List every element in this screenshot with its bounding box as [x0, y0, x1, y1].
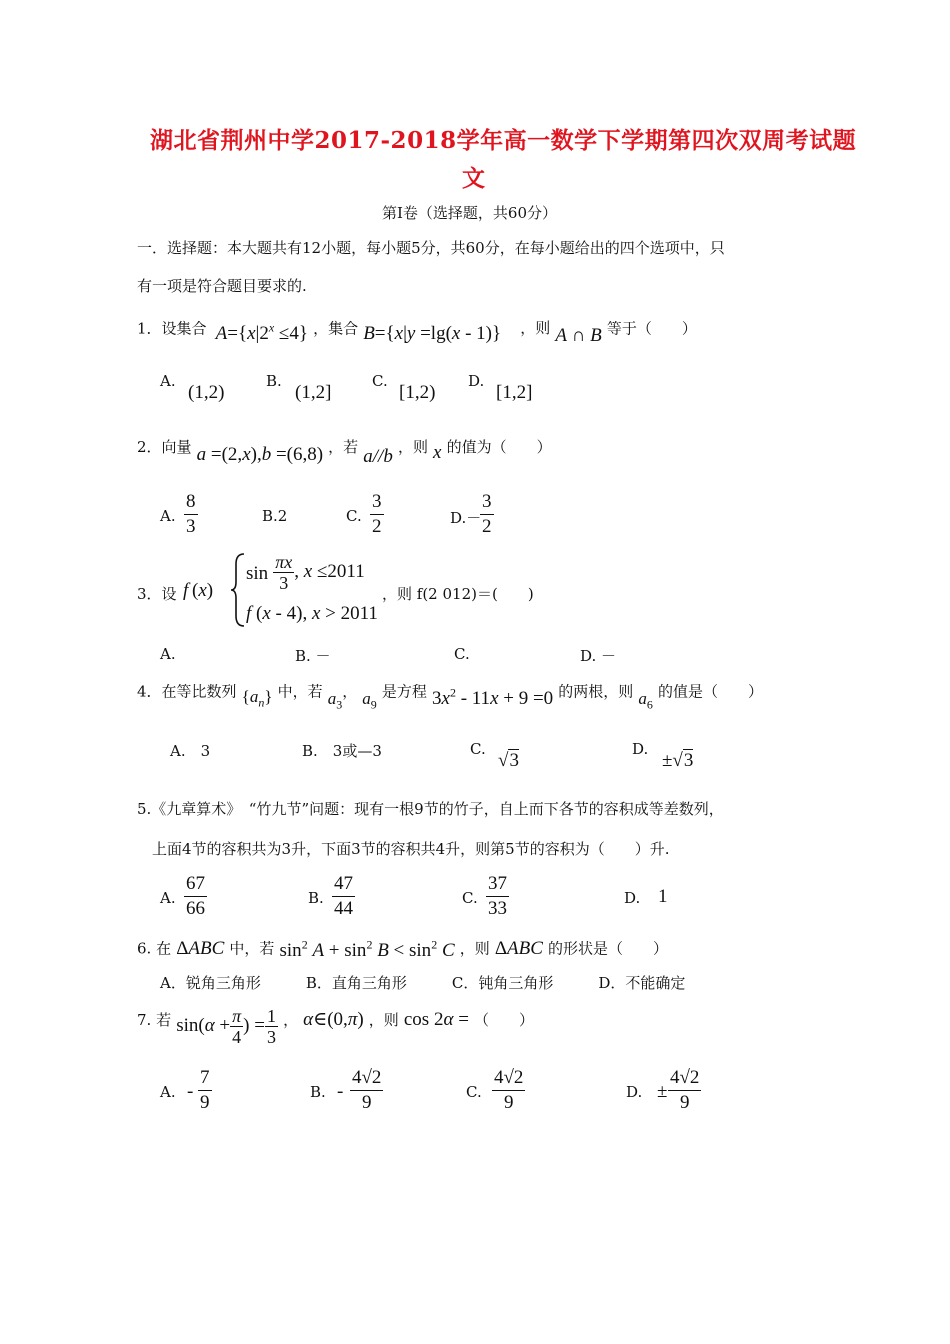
question-3-stem: 3．设 — [137, 585, 177, 603]
set-a-body: $=\{x|2^x \le 4\}$ — [227, 321, 308, 345]
denominator: 2 — [372, 516, 382, 537]
question-1-stem-b: ，集合 — [313, 319, 359, 338]
question-6-stem-d: 的形状是（ ） — [548, 939, 669, 958]
numerator: 1 — [266, 1006, 276, 1026]
denominator: 4 — [232, 1027, 242, 1047]
question-1-stem: 1．设集合 — [137, 319, 207, 338]
separator: ， — [342, 682, 358, 701]
question-1 — [137, 315, 697, 349]
option-c-label: C. — [372, 372, 388, 390]
intersection-expression: A — [555, 325, 567, 347]
question-6-options: A．锐角三角形 B．直角三角形 C．钝角三角形 D．不能确定 — [160, 974, 686, 992]
option-c-label: C. — [470, 740, 486, 758]
option-d-fraction — [668, 1066, 701, 1115]
case-1-condition: , x ≤2011 — [294, 561, 365, 582]
denominator: 2 — [482, 516, 492, 537]
question-1-stem-d: 等于（ ） — [606, 319, 697, 338]
option-c-fraction — [370, 490, 384, 539]
question-5-line-1: 5.《九章算术》 “竹九节”问题：现有一根9节的竹子，自上而下各节的容积成等差数列， — [137, 800, 724, 818]
sin-function: sin — [246, 563, 269, 584]
numerator: 7 — [198, 1066, 212, 1091]
one-third — [265, 1006, 278, 1047]
sine-expression: sin(α + — [176, 1015, 231, 1036]
function-argument: (x) — [192, 580, 214, 601]
question-4-stem-d: 的两根，则 — [558, 682, 634, 701]
option-b-label: B. — [266, 372, 282, 390]
option-a-sign: - — [187, 1081, 194, 1102]
question-6-stem-c: ，则 — [459, 939, 490, 958]
option-a: A. 3 — [170, 742, 211, 760]
option-a: A. — [160, 645, 176, 663]
option-c-label: C. — [462, 889, 478, 907]
denominator: 66 — [186, 898, 205, 919]
question-7-stem-b: ， — [283, 1011, 299, 1029]
question-4-stem-e: 的值是（ ） — [657, 682, 763, 701]
numerator: 67 — [184, 872, 207, 897]
option-c-fraction — [492, 1066, 525, 1115]
option-b: B.2 — [262, 507, 288, 525]
option-d-label: D. — [632, 740, 649, 758]
parallel-condition: a//b — [363, 446, 393, 467]
option-c-fraction — [486, 872, 509, 921]
cos-2-alpha: cos 2α = — [403, 1009, 469, 1030]
term-a6: $a_6$ — [638, 689, 653, 712]
option-c-value: √3 — [498, 750, 519, 771]
alpha-domain: α∈(0,π) — [303, 1009, 364, 1030]
intersection-b: B — [590, 325, 602, 347]
question-7-stem: 7. 若 — [137, 1011, 172, 1029]
set-b-label: B — [363, 323, 375, 345]
question-7-stem-c: ，则 — [368, 1011, 399, 1029]
question-3-stem-b: ，则 f(2 012)＝( ) — [382, 585, 534, 603]
denominator: 9 — [679, 1092, 690, 1113]
option-a-value: (1,2) — [188, 382, 225, 403]
question-5-line-2: 上面4节的容积共为3升，下面3节的容积共4升，则第5节的容积为（ ）升. — [152, 840, 670, 858]
option-a-fraction — [184, 490, 198, 539]
denominator: 3 — [186, 516, 196, 537]
quadratic-equation: $3x^2 - 11x + 9 =0$ — [432, 686, 554, 710]
question-3-options — [160, 645, 640, 669]
option-a-fraction — [198, 1066, 212, 1115]
option-a-fraction — [184, 872, 207, 921]
question-6-stem: 6. 在 — [137, 939, 172, 958]
denominator: 3 — [279, 573, 289, 593]
option-d-label: D.－ — [450, 509, 482, 527]
vector-expression: a — [196, 444, 207, 465]
denominator: 44 — [334, 898, 353, 919]
section-intro: 一．选择题：本大题共有12小题，每小题5分，共60分，在每小题给出的四个选项中，只 — [137, 239, 725, 257]
option-c: C. — [454, 645, 470, 663]
question-2 — [137, 436, 552, 470]
term-a3: $a_3$ — [327, 689, 343, 712]
question-2-stem: 2．向量 — [137, 438, 192, 456]
question-4-stem: 4．在等比数列 — [137, 682, 237, 701]
sequence-notation: $\{a_n\}$ — [241, 687, 273, 710]
denominator: 33 — [488, 898, 507, 919]
question-2-stem-b: ，若 — [328, 438, 359, 456]
question-2-options — [160, 490, 520, 544]
question-1-options — [160, 372, 580, 408]
question-6-stem-b: 中，若 — [229, 939, 275, 958]
question-4-stem-c: 是方程 — [381, 682, 427, 701]
section-intro-2: 有一项是符合题目要求的. — [137, 277, 307, 295]
piecewise-case-2: f (x - 4), x > 2011 — [246, 603, 378, 624]
piecewise-case-1 — [246, 552, 365, 596]
option-d-label: D. — [626, 1083, 643, 1101]
option-b: B. 3或—3 — [302, 742, 382, 760]
triangle-abc-2: ΔABC — [494, 938, 543, 960]
option-a-label: A. — [160, 372, 176, 390]
numerator: πx — [275, 552, 293, 572]
option-b-fraction — [350, 1066, 383, 1115]
denominator: 9 — [361, 1092, 372, 1113]
option-b-label: B. — [308, 889, 324, 907]
sine-inequality: $\sin^2 A + \sin^2 B < \sin^2 C$ — [279, 938, 455, 962]
set-b-body: ={x|y =lg(x - 1)} — [374, 323, 502, 345]
numerator: 3 — [370, 490, 384, 515]
option-d: D. － — [580, 647, 617, 665]
option-d-value: 1 — [658, 886, 668, 907]
numerator: 37 — [486, 872, 509, 897]
option-b-fraction — [332, 872, 355, 921]
variable-x: x — [433, 442, 442, 463]
question-7 — [137, 1006, 534, 1058]
option-d-fraction — [480, 490, 494, 539]
set-a-expression: A — [215, 323, 228, 345]
intersection-symbol: ∩ — [566, 325, 591, 347]
option-c-value: [1,2) — [399, 382, 436, 403]
option-d-sign: ± — [657, 1081, 668, 1102]
option-b-sign: - — [337, 1081, 344, 1102]
numerator: 4√2 — [350, 1066, 383, 1091]
pi-x-over-3 — [273, 552, 294, 593]
denominator: 9 — [503, 1092, 514, 1113]
question-2-stem-d: 的值为（ ） — [446, 438, 552, 456]
pi-over-4 — [230, 1006, 243, 1047]
document-title-continued: 文 — [462, 165, 486, 192]
section-heading: 第Ⅰ卷（选择题，共60分） — [382, 204, 558, 222]
option-a-label: A. — [160, 889, 176, 907]
question-2-stem-c: ，则 — [397, 438, 428, 456]
denominator: 3 — [266, 1027, 276, 1047]
vector-expression-body: =(2,x),b =(6,8) — [206, 444, 324, 465]
question-4-options — [170, 740, 710, 774]
option-b: B. － — [295, 647, 331, 665]
option-d-label: D. — [468, 372, 485, 390]
numerator: 47 — [332, 872, 355, 897]
term-a9: $a_9$ — [362, 689, 377, 712]
option-a-label: A. — [160, 507, 176, 525]
option-d-value: [1,2] — [496, 382, 533, 403]
question-4-stem-b: 中，若 — [277, 682, 323, 701]
question-7-options — [160, 1066, 720, 1120]
option-b-label: B. — [310, 1083, 326, 1101]
option-d-label: D. — [624, 889, 641, 907]
numerator: 4√2 — [668, 1066, 701, 1091]
document-title: 湖北省荆州中学2017-2018学年高一数学下学期第四次双周考试题 — [150, 127, 857, 154]
option-a-label: A. — [160, 1083, 176, 1101]
numerator: 3 — [480, 490, 494, 515]
question-7-stem-d: （ ） — [474, 1011, 535, 1029]
function-notation: f — [183, 580, 189, 601]
question-6 — [137, 935, 668, 965]
numerator: 8 — [184, 490, 198, 515]
option-d-value: ±√3 — [662, 750, 694, 771]
sine-equals: ) = — [243, 1015, 265, 1036]
question-5-options — [160, 872, 680, 926]
denominator: 9 — [200, 1092, 210, 1113]
question-1-stem-c: ，则 — [520, 319, 551, 338]
option-c-label: C. — [346, 507, 362, 525]
option-c-label: C. — [466, 1083, 482, 1101]
triangle-abc: ΔABC — [176, 938, 225, 960]
numerator: 4√2 — [492, 1066, 525, 1091]
question-4 — [137, 678, 763, 714]
option-b-value: (1,2] — [295, 382, 332, 403]
numerator: π — [232, 1006, 242, 1026]
